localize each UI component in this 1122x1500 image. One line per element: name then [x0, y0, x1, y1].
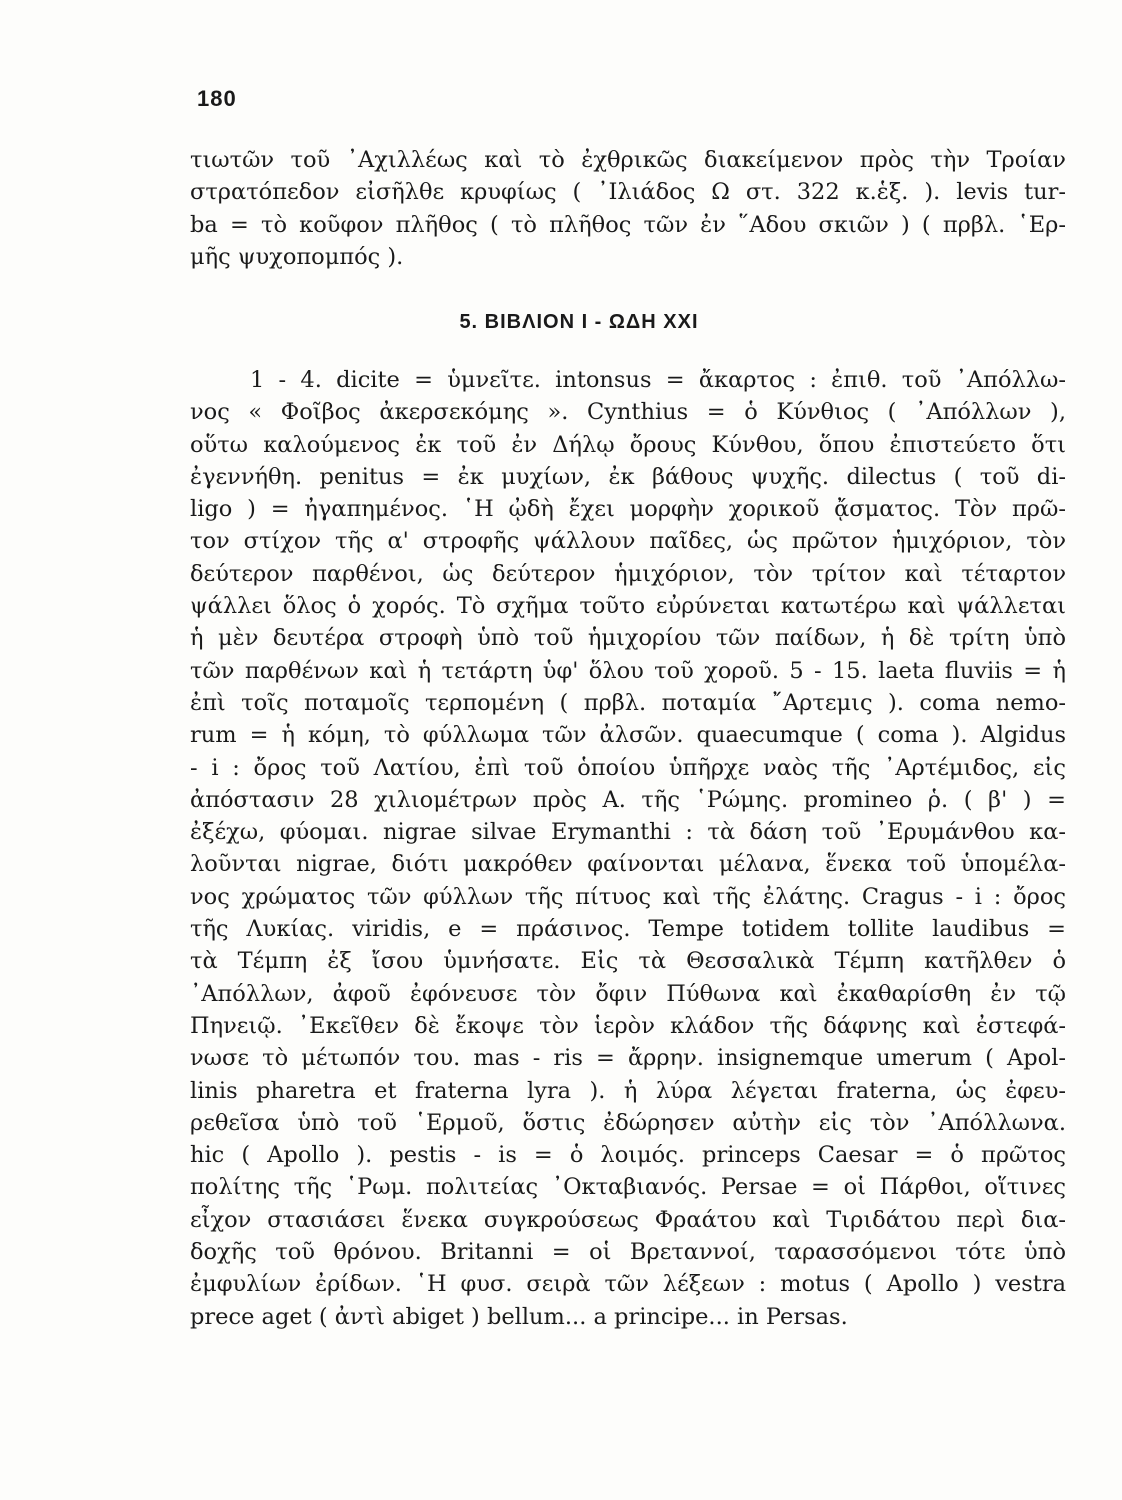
- text-line: τον στίχον τῆς α' στροφῆς ψάλλουν παῖδες, ὡς πρῶτον ἡμιχόριον, τὸν: [190, 528, 1066, 555]
- text-line: linis pharetra et fraterna lyra ). ἡ λύρα λέγεται fraterna, ὡς ἐφευ-: [190, 1077, 1066, 1104]
- text-line: ἐμφυλίων ἐρίδων. ῾Η φυσ. σειρὰ τῶν λέξεων : motus ( Apollo ) vestra: [190, 1271, 1066, 1298]
- intro-paragraph: [190, 144, 1066, 273]
- text-line: ᾿Απόλλων, ἀφοῦ ἐφόνευσε τὸν ὄφιν Πύθωνα καὶ ἐκαθαρίσθη ἐν τῷ: [190, 980, 1066, 1007]
- section-heading: [0, 311, 1122, 334]
- text-line: δοχῆς τοῦ θρόνου. Britanni = οἱ Βρεταννοί, ταρασσόμενοι τότε ὑπὸ: [190, 1239, 1066, 1266]
- text-line: λοῦνται nigrae, διότι μακρόθεν φαίνονται μέλανα, ἕνεκα τοῦ ὑπομέλα-: [190, 851, 1066, 878]
- text-line: στρατόπεδον εἰσῆλθε κρυφίως ( ᾿Ιλιάδος Ω στ. 322 κ.ἑξ. ). levis tur-: [190, 179, 1066, 206]
- text-line: Πηνειῷ. ᾿Εκεῖθεν δὲ ἔκοψε τὸν ἱερὸν κλάδον τῆς δάφνης καὶ ἐστεφά-: [190, 1012, 1066, 1039]
- text-line: ἀπόστασιν 28 χιλιομέτρων πρὸς Α. τῆς ῾Ρώμης. promineo ῥ. ( β' ) =: [190, 786, 1066, 813]
- text-line: hic ( Apollo ). pestis - is = ὁ λοιμός. princeps Caesar = ὁ πρῶτος: [190, 1142, 1066, 1169]
- text-line: prece aget ( ἀντὶ abiget ) bellum... a principe... in Persas.: [190, 1303, 848, 1330]
- text-line: τὰ Τέμπη ἐξ ἴσου ὑμνήσατε. Εἰς τὰ Θεσσαλικὰ Τέμπη κατῆλθεν ὁ: [190, 948, 1066, 975]
- text-line: νος χρώματος τῶν φύλλων τῆς πίτυος καὶ τῆς ἐλάτης. Cragus - i : ὄρος: [190, 883, 1066, 910]
- commentary-paragraph: [190, 364, 1066, 1333]
- text-line: ἐγεννήθη. penitus = ἐκ μυχίων, ἐκ βάθους ψυχῆς. dilectus ( τοῦ di-: [190, 463, 1066, 490]
- page-number: 180: [197, 86, 237, 111]
- text-line: ψάλλει ὅλος ὁ χορός. Τὸ σχῆμα τοῦτο εὐρύνεται κατωτέρω καὶ ψάλλεται: [190, 593, 1066, 620]
- text-line: πολίτης τῆς ῾Ρωμ. πολιτείας ᾿Οκταβιανός. Persae = οἱ Πάρθοι, οἵτινες: [190, 1174, 1066, 1201]
- text-line: τῶν παρθένων καὶ ἡ τετάρτη ὑφ' ὅλου τοῦ χοροῦ. 5 - 15. laeta fluviis = ἡ: [190, 657, 1066, 684]
- text-line: rum = ἡ κόμη, τὸ φύλλωμα τῶν ἀλσῶν. quaecumque ( coma ). Algidus: [190, 722, 1066, 749]
- text-line: τῆς Λυκίας. viridis, e = πράσινος. Tempe totidem tollite laudibus =: [190, 916, 1066, 943]
- text-line: ligo ) = ἠγαπημένος. ῾Η ᾠδὴ ἔχει μορφὴν χορικοῦ ᾄσματος. Τὸν πρῶ-: [190, 496, 1066, 523]
- text-line: οὕτω καλούμενος ἐκ τοῦ ἐν Δήλῳ ὄρους Κύνθου, ὅπου ἐπιστεύετο ὅτι: [190, 431, 1066, 458]
- text-line: 1 - 4. dicite = ὑμνεῖτε. intonsus = ἄκαρτος : ἐπιθ. τοῦ ᾿Απόλλω-: [250, 367, 1066, 393]
- section-heading-text: 5. ΒΙΒΛΙΟΝ Ι - ΩΔΗ XXI: [459, 311, 699, 333]
- text-line: ἐπὶ τοῖς ποταμοῖς τερπομένη ( πρβλ. ποταμία ῎Αρτεμις ). coma nemo-: [190, 689, 1066, 716]
- text-line: ρεθεῖσα ὑπὸ τοῦ ῾Ερμοῦ, ὅστις ἐδώρησεν αὐτὴν εἰς τὸν ᾿Απόλλωνα.: [190, 1109, 1066, 1136]
- text-line: δεύτερον παρθένοι, ὡς δεύτερον ἡμιχόριον, τὸν τρίτον καὶ τέταρτον: [190, 560, 1066, 587]
- text-line: τιωτῶν τοῦ ᾿Αχιλλέως καὶ τὸ ἐχθρικῶς διακείμενον πρὸς τὴν Τροίαν: [190, 147, 1066, 173]
- text-line: εἶχον στασιάσει ἕνεκα συγκρούσεως Φραάτου καὶ Τιριδάτου περὶ δια-: [190, 1206, 1066, 1233]
- text-line: νωσε τὸ μέτωπόν του. mas - ris = ἄρρην. insignemque umerum ( Apol-: [190, 1045, 1066, 1072]
- text-line: ba = τὸ κοῦφον πλῆθος ( τὸ πλῆθος τῶν ἐν ῞Αδου σκιῶν ) ( πρβλ. ῾Ερ-: [190, 211, 1066, 238]
- text-line: νος « Φοῖβος ἀκερσεκόμης ». Cynthius = ὁ Κύνθιος ( ᾿Απόλλων ),: [190, 399, 1066, 426]
- text-line: μῆς ψυχοπομπός ).: [190, 243, 404, 270]
- text-line: ἐξέχω, φύομαι. nigrae silvae Erymanthi : τὰ δάση τοῦ ᾿Ερυμάνθου κα-: [190, 819, 1066, 846]
- text-line: - i : ὄρος τοῦ Λατίου, ἐπὶ τοῦ ὁποίου ὑπῆρχε ναὸς τῆς ᾿Αρτέμιδος, εἰς: [190, 754, 1066, 781]
- text-line: ἡ μὲν δευτέρα στροφὴ ὑπὸ τοῦ ἡμιχορίου τῶν παίδων, ἡ δὲ τρίτη ὑπὸ: [190, 625, 1066, 652]
